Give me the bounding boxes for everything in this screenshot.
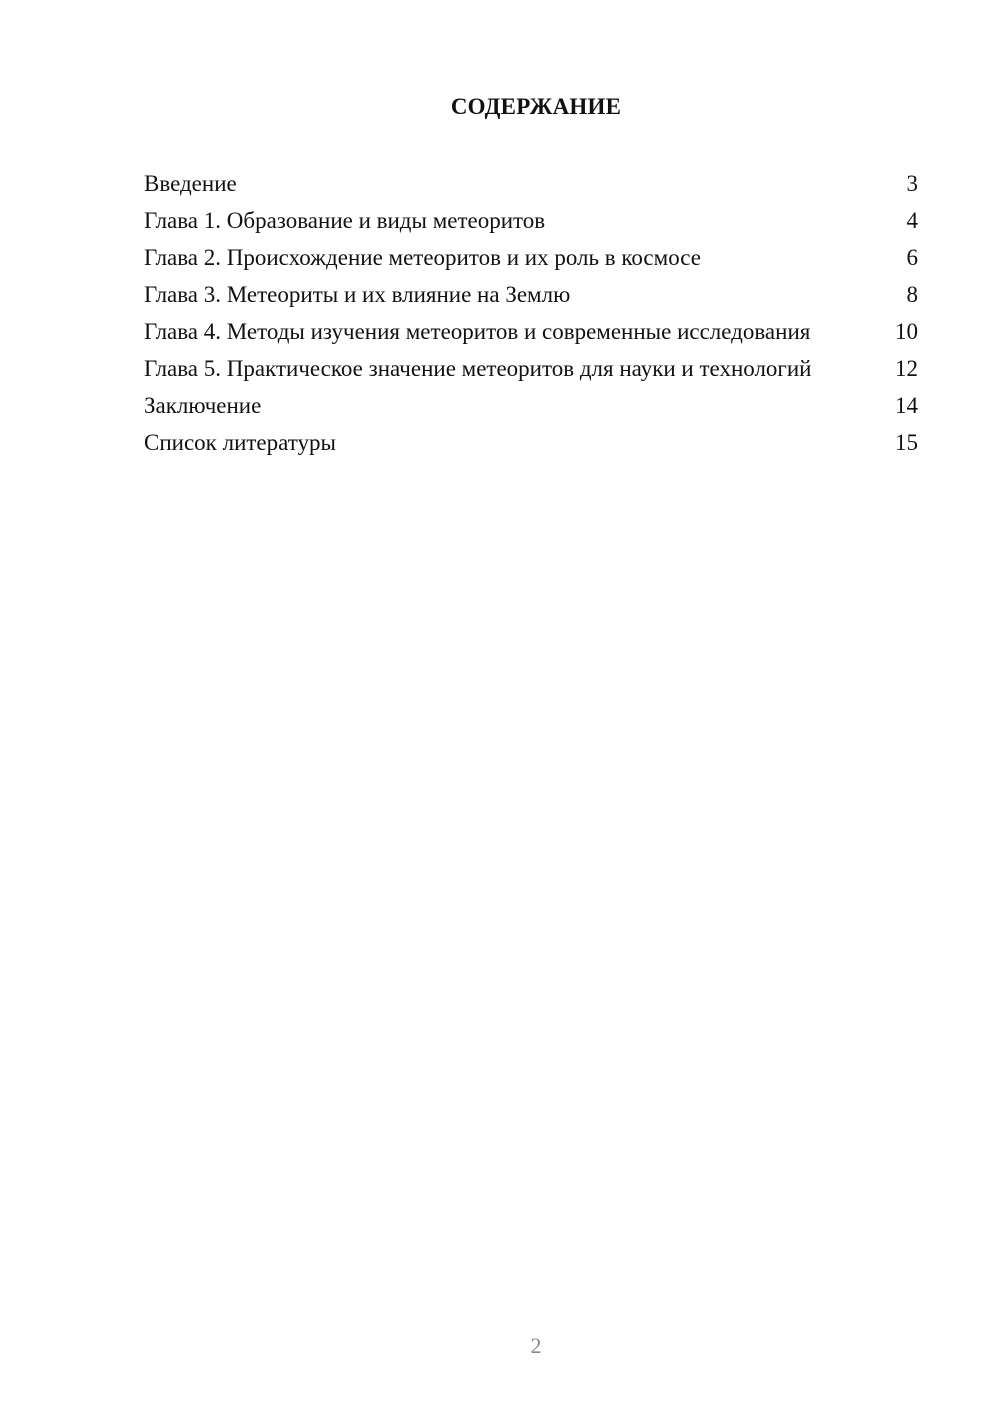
- toc-entry-title: Глава 5. Практическое значение метеоритов для науки и технологий: [144, 356, 812, 381]
- toc-entry-title: Глава 1. Образование и виды метеоритов: [144, 208, 546, 233]
- page-title: СОДЕРЖАНИЕ: [450, 94, 622, 119]
- toc-entry-page: 10: [895, 319, 918, 344]
- toc-entry-title: Глава 4. Методы изучения метеоритов и современные исследования: [144, 319, 811, 344]
- toc-entry-page: 6: [906, 245, 918, 270]
- toc-entry-references: [144, 429, 918, 456]
- toc-entry-title: Введение: [144, 171, 237, 196]
- toc-entry-chapter-2: [144, 244, 918, 271]
- toc-entry-chapter-3: [144, 281, 918, 308]
- toc-entry-page: 14: [895, 393, 918, 418]
- toc-entry-chapter-5: [144, 355, 918, 382]
- toc-entry-page: 15: [895, 430, 918, 455]
- toc-entry-page: 12: [895, 356, 918, 381]
- toc-entry-page: 8: [906, 282, 918, 307]
- toc-entry-page: 4: [906, 208, 918, 233]
- toc-entry-title: Заключение: [144, 393, 262, 418]
- toc-entry-title: Глава 3. Метеориты и их влияние на Землю: [144, 282, 571, 307]
- toc-entry-chapter-4: [144, 318, 918, 345]
- toc-entry-introduction: [144, 170, 918, 197]
- table-of-contents: [144, 170, 918, 466]
- page-number: 2: [530, 1333, 542, 1358]
- toc-entry-page: 3: [906, 171, 918, 196]
- toc-entry-conclusion: [144, 392, 918, 419]
- toc-entry-chapter-1: [144, 207, 918, 234]
- toc-entry-title: Список литературы: [144, 430, 336, 455]
- toc-entry-title: Глава 2. Происхождение метеоритов и их роль в космосе: [144, 245, 701, 270]
